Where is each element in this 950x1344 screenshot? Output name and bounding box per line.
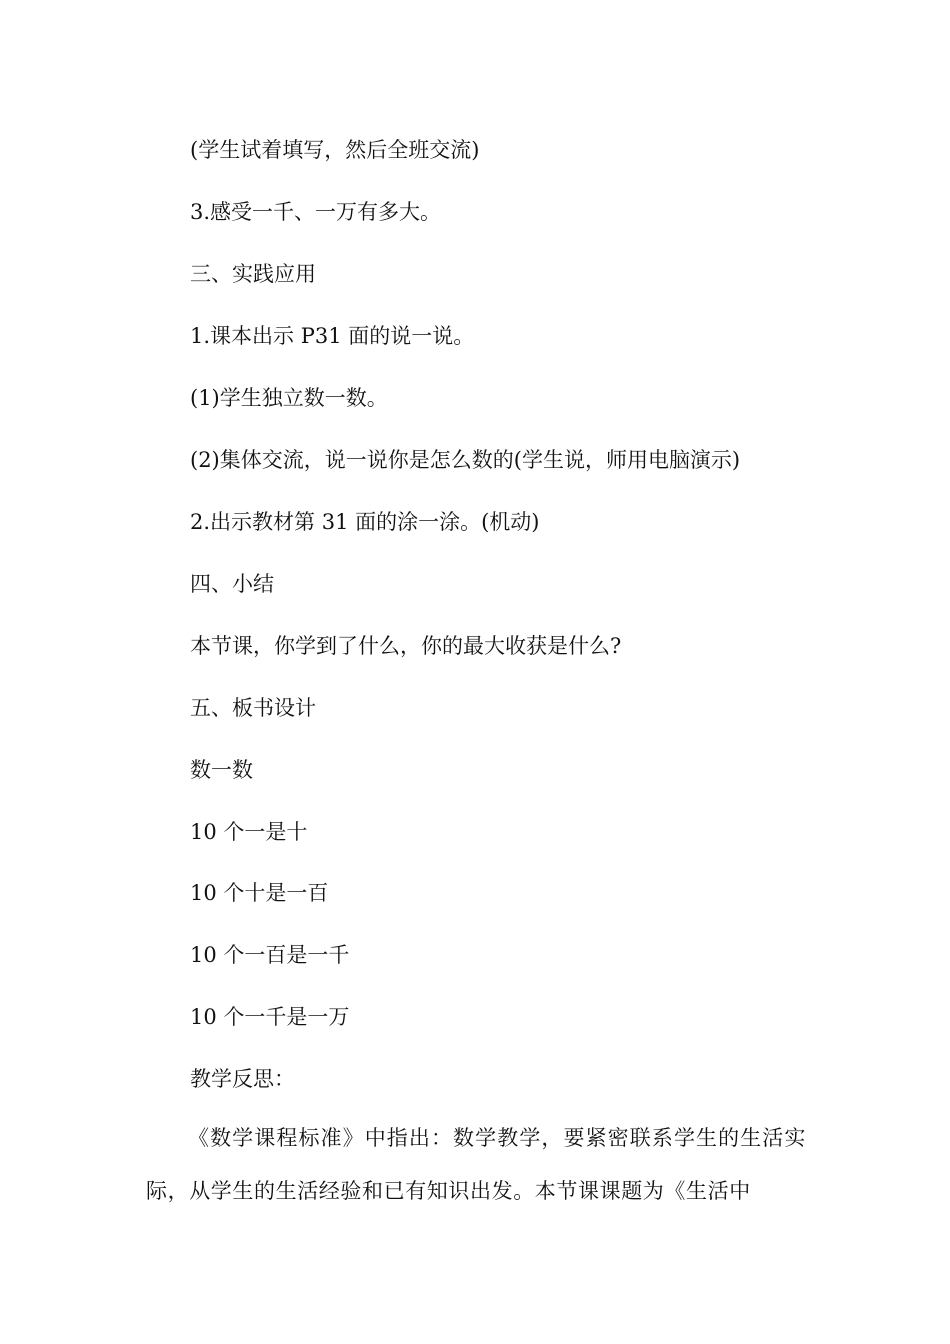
board-line: 10 个一千是一万 bbox=[190, 1005, 350, 1029]
text-line: 2.出示教材第 31 面的涂一涂。(机动) bbox=[190, 510, 540, 534]
text-line: 3.感受一千、一万有多大。 bbox=[190, 200, 442, 224]
section-heading: 五、板书设计 bbox=[190, 696, 316, 720]
text-line: 本节课，你学到了什么，你的最大收获是什么? bbox=[190, 634, 622, 658]
reflection-paragraph: 《数学课程标准》中指出：数学教学，要紧密联系学生的生活实际，从学生的生活经验和已有知识出发。本节课课题为《生活中 bbox=[146, 1126, 806, 1203]
board-line: 10 个十是一百 bbox=[190, 881, 329, 905]
text-line: (1)学生独立数一数。 bbox=[190, 386, 388, 410]
section-heading: 四、小结 bbox=[190, 572, 274, 596]
text-line: (2)集体交流，说一说你是怎么数的(学生说，师用电脑演示) bbox=[190, 448, 741, 472]
section-heading: 三、实践应用 bbox=[190, 262, 316, 286]
board-line: 10 个一是十 bbox=[190, 820, 308, 844]
text-line: 1.课本出示 P31 面的说一说。 bbox=[190, 324, 475, 348]
board-line: 10 个一百是一千 bbox=[190, 943, 350, 967]
section-heading: 教学反思： bbox=[190, 1067, 295, 1091]
text-line: (学生试着填写，然后全班交流) bbox=[190, 138, 480, 162]
board-title: 数一数 bbox=[190, 758, 253, 782]
